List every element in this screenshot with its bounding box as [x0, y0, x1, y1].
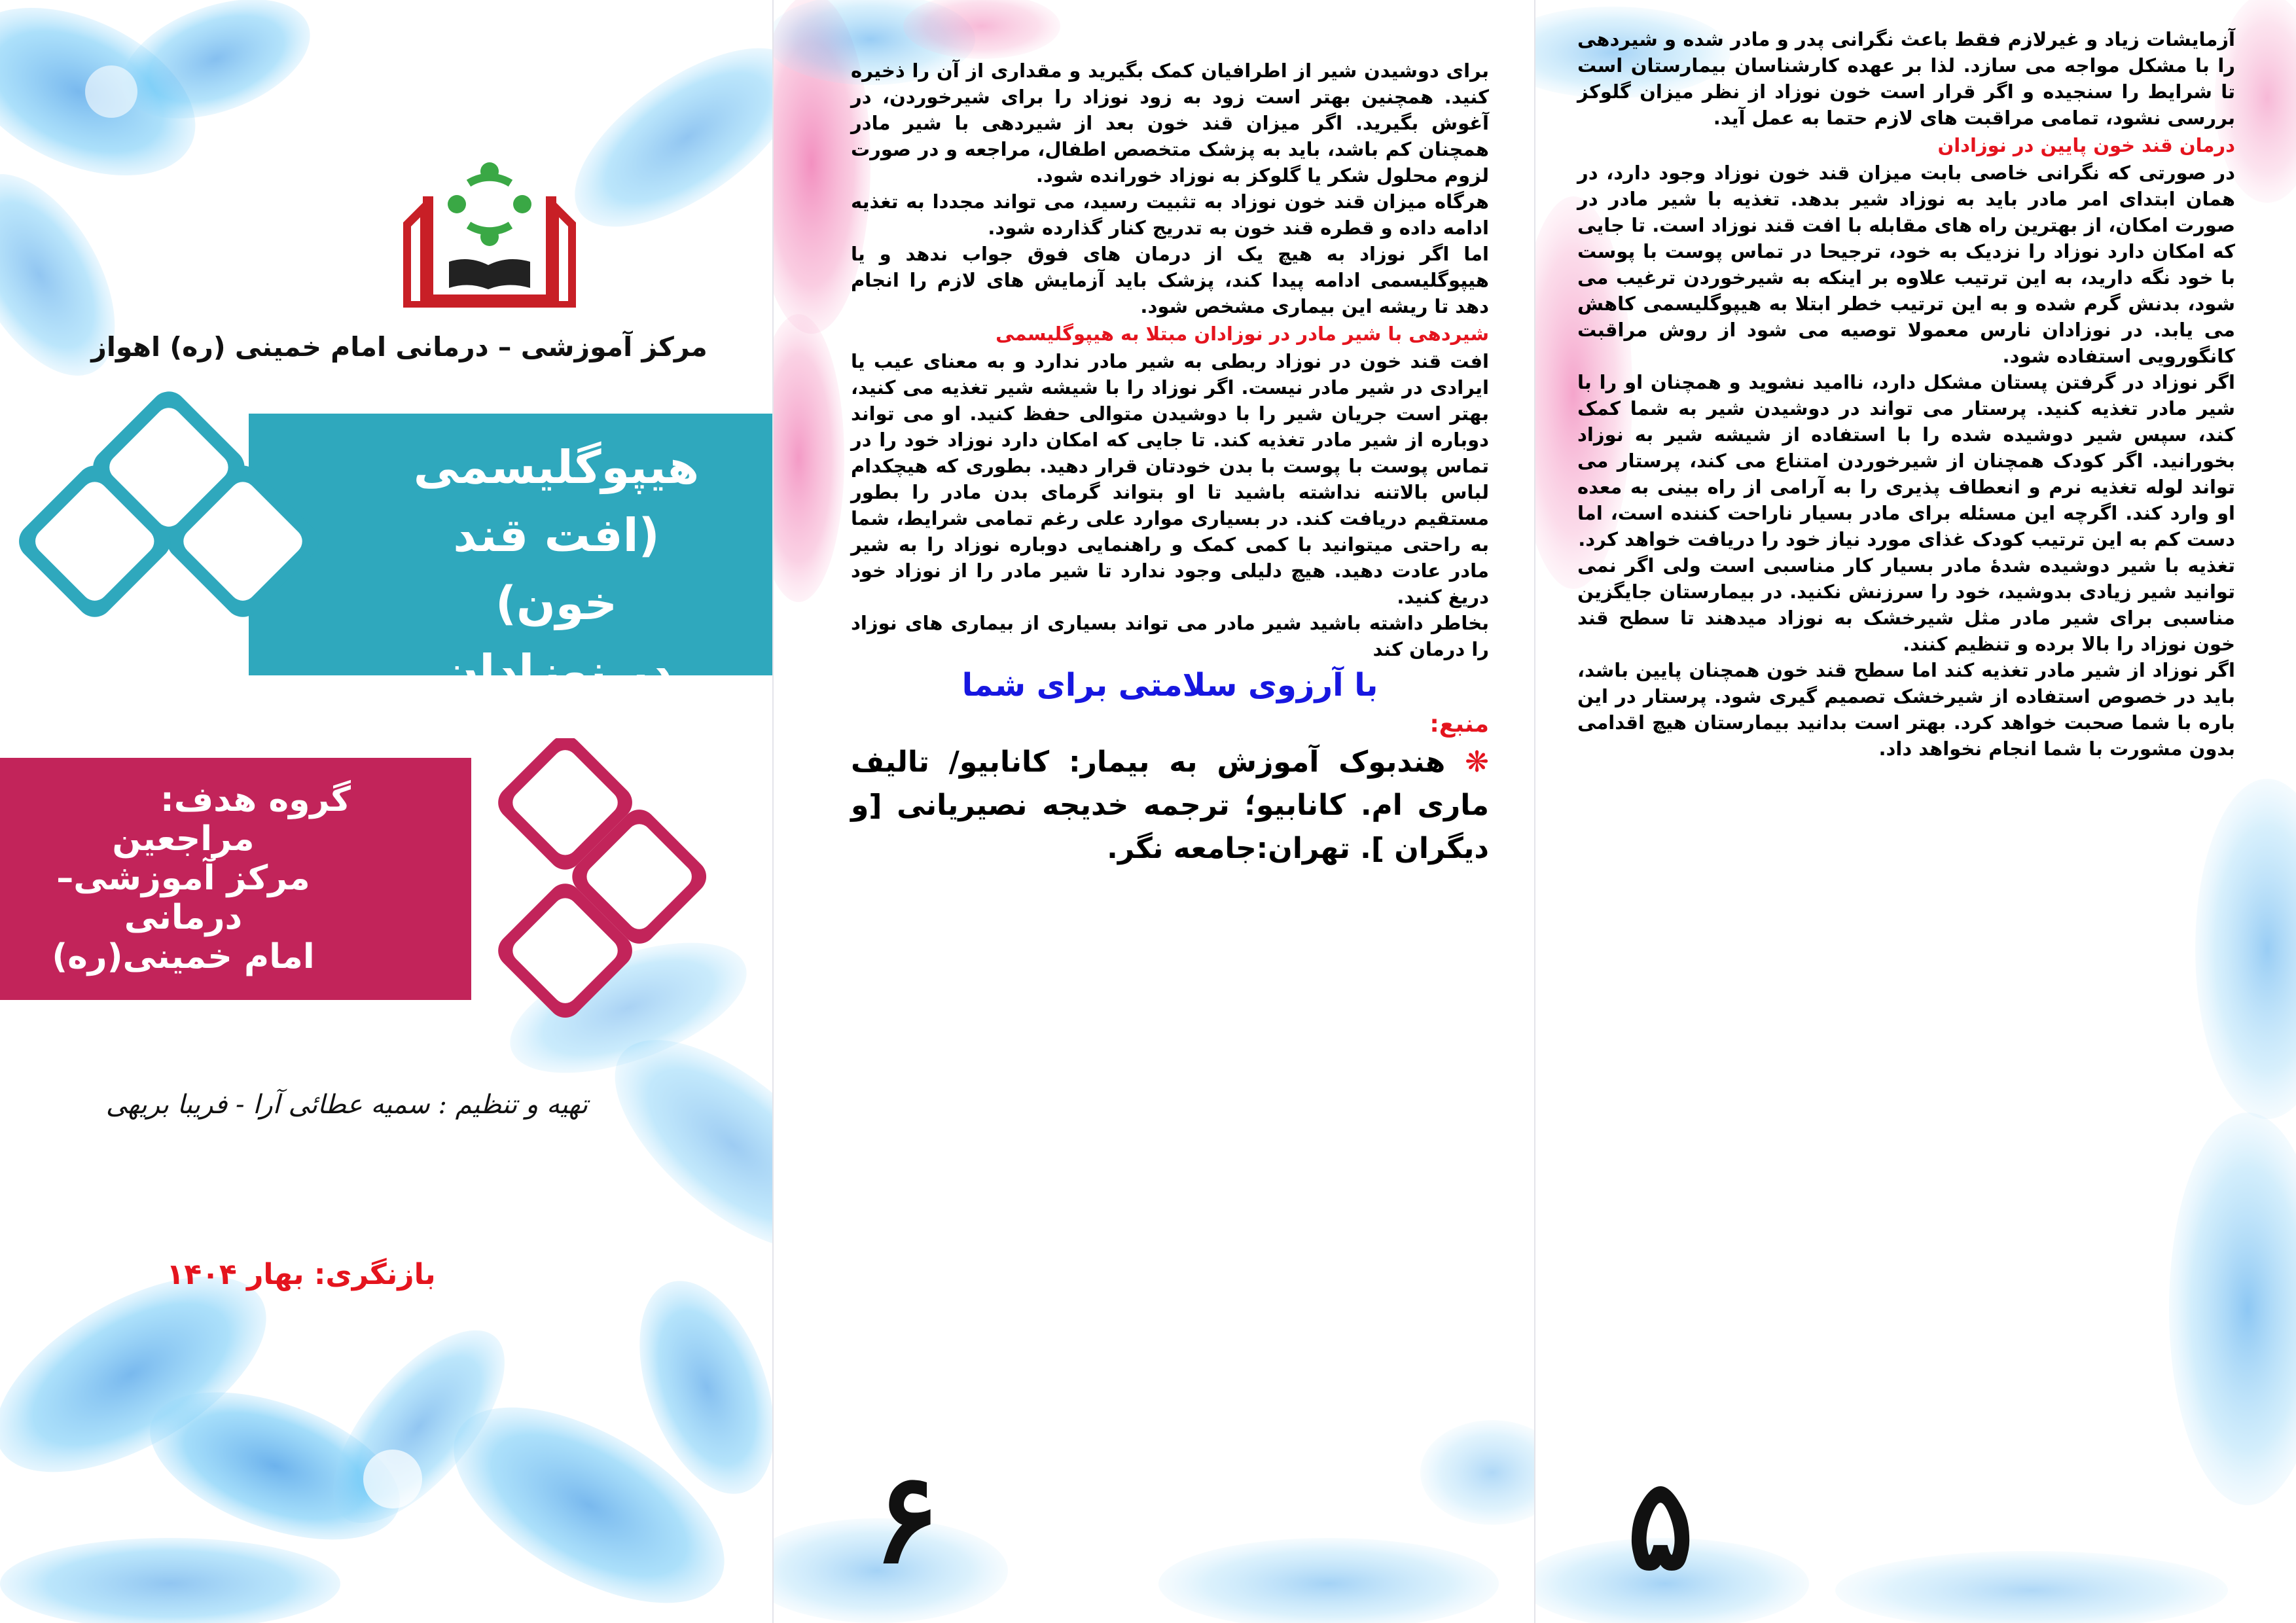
source-text: هندبوک آموزش به بیمار: کانابیو/ تالیف ماری ام. کانابیو؛ ترجمه خدیجه نصیریانی [و دیگران ]. تهران:جامعه نگر. — [851, 745, 1489, 865]
source-label: منبع: — [1429, 711, 1489, 738]
title-line: در نوزادان — [440, 645, 673, 698]
paragraph: برای دوشیدن شیر از اطرافیان کمک بگیرید و مقداری از آن را ذخیره کنید. همچنین بهتر است زود به زود نوزاد را برای شیرخوردن، در آغوش بگیرید. اگر میزان قند خون بعد از شیردهی با شیر مادر همچنان کم باشد، باید به پزشک متخصص اطفال، مراجعه و در صورت لزوم محلول شکر یا گلوکز به نوزاد خورانده شود. — [851, 60, 1489, 187]
page-number: ۶ — [873, 1445, 941, 1591]
target-group-line: امام خمینی(ره) — [52, 937, 315, 976]
page-5-panel — [1534, 0, 2296, 1623]
paragraph: تغذیه با شیر دوشیده شدهٔ مادر بسیار کار مناسبی است ولی اگر نمی توانید شیر زیادی بدوشید، خود را سرزنش نکنید. در بیمارستان جایگزین مناسبی برای شیر مادر مثل شیرخشک به نوزاد میدهند تا سطح قند خون نوزاد را بالا برده و تنظیم کنند. — [1577, 554, 2235, 655]
target-group-label: گروه هدف: — [160, 780, 351, 819]
wish-message: با آرزوی سلامتی برای شما — [961, 667, 1378, 704]
paragraph: اگر نوزاد در گرفتن پستان مشکل دارد، ناامید نشوید و همچنان او را با شیر مادر تغذیه کنید. پرستار می تواند در دوشیدن شیر به شما کمک کند، سپس شیر دوشیده شده را با استفاده از شیشه شیر به نوزاد بخورانید. اگر کودک همچنان از شیرخوردن امتناع می کند، پرستار می تواند لوله تغذیه نرم و انعطاف پذیری را به آرامی از راه بینی به معده او وارد کند. اگرچه این مسئله برای مادر بسیار ناراحت کننده است، اما دست کم به این ترتیب کودک غذای مورد نیاز خود را دریافت خواهد کرد. — [1577, 371, 2235, 550]
page-5-text — [1577, 26, 2235, 762]
revision-date: بازنگری: بهار ۱۴۰۴ — [166, 1258, 436, 1291]
paragraph: آزمایشات زیاد و غیرلازم فقط باعث نگرانی پدر و مادر شده و شیردهی را با مشکل مواجه می سازد. لذا بر عهده کارشناسان بیمارستان است تا شرایط را سنجیده و اگر قرار است خون نوزاد از نظر میزان گلوکز بررسی نشود، تمامی مراقبت های لازم حتما به عمل آید. — [1577, 28, 2235, 129]
page-6-text — [851, 58, 1489, 870]
cover-panel — [0, 0, 772, 1623]
brochure-title — [393, 433, 720, 705]
section-heading: شیردهی با شیر مادر در نوزادان مبتلا به هیپوگلیسمی — [996, 323, 1489, 345]
target-group-line: مراجعین — [112, 819, 255, 859]
paragraph: هرگاه میزان قند خون نوزاد به تثبیت رسید، می تواند مجددا به تغذیه ادامه داده و قطره قند خون به تدریج کنار گذارده شود. — [851, 190, 1489, 239]
source-reference — [851, 741, 1489, 870]
paragraph: بخاطر داشته باشید شیر مادر می تواند بسیاری از بیماری های نوزاد را درمان کند — [851, 612, 1489, 660]
institute-name: مرکز آموزشی – درمانی امام خمینی (ره) اهواز — [91, 331, 708, 363]
prepared-by: تهیه و تنظیم : سمیه عطائی آرا - فریبا بریهی — [105, 1090, 588, 1120]
page-number: ۵ — [1627, 1452, 1695, 1597]
title-line: (افت قند خون) — [453, 508, 660, 630]
title-line: هیپوگلیسمی — [413, 440, 700, 494]
paragraph: در صورتی که نگرانی خاصی بابت میزان قند خون نوزاد وجود دارد، در همان ابتدای امر مادر باید به نوزاد شیر بدهد. تغذیه با شیر مادر در صورت امکان، از بهترین راه های مقابله با افت قند نوزاد است. تا جایی که امکان دارد نوزاد را نزدیک به خود، ترجیحا در تماس پوست با پوست با خود نگه دارید، به این ترتیب علاوه بر اینکه به شیرخوردن ترغیب می شود، بدنش گرم شده و به این ترتیب خطر ابتلا به هیپوگلیسمی کاهش می یابد. در نوزادان نارس معمولا توصیه می شود از روش مراقبت کانگورویی استفاده شود. — [1577, 162, 2235, 367]
target-group — [0, 780, 367, 976]
hospital-logo — [397, 144, 583, 308]
paragraph: اما اگر نوزاد به هیچ یک از درمان های فوق جواب ندهد و یا هیپوگلیسمی ادامه پیدا کند، پزشک باید آزمایش های لازم را انجام دهد تا ریشه این بیماری مشخص شود. — [851, 243, 1489, 317]
paragraph: افت قند خون در نوزاد ربطی به شیر مادر ندارد و به معنای عیب یا ایرادی در شیر مادر نیست. اگر نوزاد را با شیشه شیر تغذیه می کنید، بهتر است جریان شیر را با دوشیدن متوالی حفظ کنید. او می تواند دوباره از شیر مادر تغذیه کند. تا جایی که امکان دارد نوزاد خود را در تماس پوست با پوست با بدن خودتان قرار دهید. بطوری که هیچکدام لباس بالاتنه نداشته باشید تا او بتواند گرمای بدن مادر را بطور مستقیم دریافت کند. در بسیاری موارد علی رغم تمامی شرایط، شما به راحتی میتوانید با کمی کمک و راهنمایی دوباره نوزاد را به شیر مادر عادت دهید. هیچ دلیلی وجود ندارد تا شیر مادر را از نوزاد خود دریغ کنید. — [851, 350, 1489, 608]
paragraph: اگر نوزاد از شیر مادر تغذیه کند اما سطح قند خون همچنان پایین باشد، باید در خصوص استفاده از شیرخشک تصمیم گیری شود. پرستار در این باره با شما صحبت خواهد کرد. بهتر است بدانید بیمارستان هیچ اقدامی بدون مشورت با شما انجام نخواهد داد. — [1577, 659, 2235, 760]
target-group-line: مرکز آموزشی–درمانی — [56, 859, 310, 937]
fold-line — [1534, 0, 1535, 1623]
section-heading: درمان قند خون پایین در نوزادان — [1937, 134, 2235, 156]
page-6-panel — [772, 0, 1534, 1623]
asterism-icon: ❋ — [1465, 745, 1489, 779]
fold-line — [772, 0, 774, 1623]
